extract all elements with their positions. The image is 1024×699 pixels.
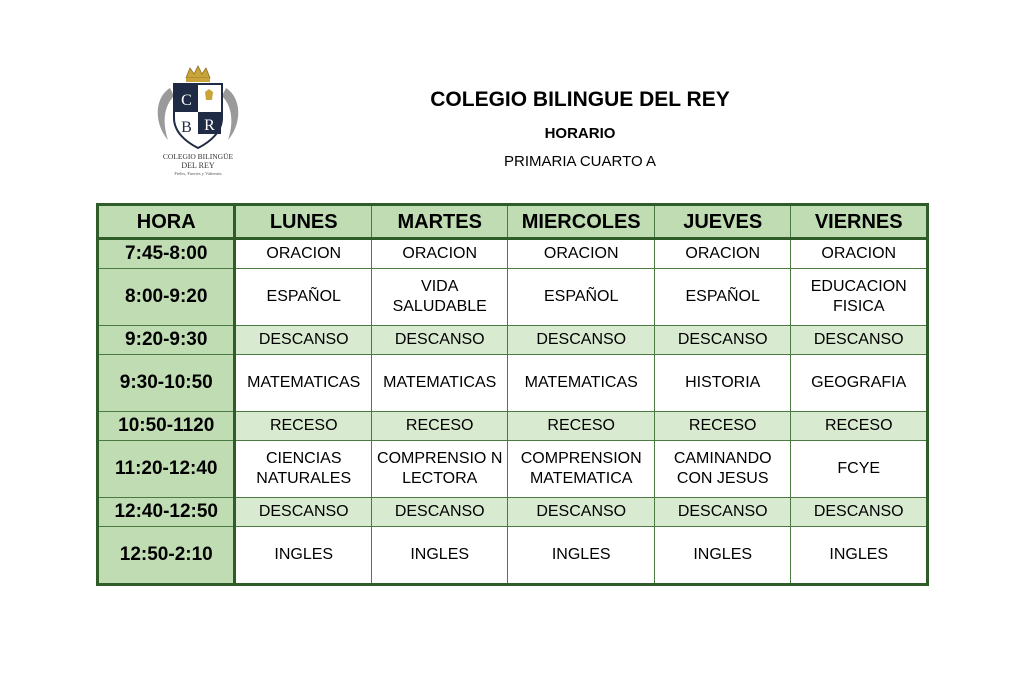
column-header-miercoles: MIERCOLES (508, 205, 655, 239)
schedule-cell: INGLES (508, 527, 655, 585)
schedule-cell: MATEMATICAS (371, 355, 507, 412)
logo-name-line1: COLEGIO BILINGÜE (162, 152, 234, 161)
hour-cell: 12:40-12:50 (98, 498, 235, 527)
schedule-cell: CIENCIAS NATURALES (235, 441, 371, 498)
schedule-cell: MATEMATICAS (508, 355, 655, 412)
schedule-cell: MATEMATICAS (235, 355, 371, 412)
schedule-cell: DESCANSO (508, 326, 655, 355)
table-row (98, 412, 928, 441)
schedule-cell: RECESO (371, 412, 507, 441)
table-row (98, 498, 928, 527)
schedule-cell: DESCANSO (508, 498, 655, 527)
schedule-cell: ESPAÑOL (508, 269, 655, 326)
schedule-cell: ORACION (508, 239, 655, 269)
schedule-header-row (98, 205, 928, 239)
schedule-cell: GEOGRAFIA (791, 355, 928, 412)
hour-cell: 10:50-1120 (98, 412, 235, 441)
column-header-lunes: LUNES (235, 205, 371, 239)
schedule-table (96, 203, 929, 586)
logo-letter-r: R (204, 117, 215, 134)
schedule-cell: RECESO (654, 412, 790, 441)
schedule-cell: COMPRENSIO N LECTORA (371, 441, 507, 498)
schedule-cell: INGLES (235, 527, 371, 585)
document-subtitle: HORARIO (544, 125, 616, 142)
table-row (98, 326, 928, 355)
logo-name-line2: DEL REY (181, 161, 215, 170)
crest-icon (148, 62, 248, 178)
schedule-cell: ORACION (791, 239, 928, 269)
column-header-martes: MARTES (371, 205, 507, 239)
schedule-cell: DESCANSO (371, 498, 507, 527)
hour-cell: 12:50-2:10 (98, 527, 235, 585)
schedule-cell: ORACION (654, 239, 790, 269)
logo-letter-b: B (181, 119, 192, 136)
class-group: PRIMARIA CUARTO A (504, 153, 656, 170)
column-header-hora: HORA (98, 205, 235, 239)
schedule-cell: ESPAÑOL (235, 269, 371, 326)
schedule-cell: COMPRENSION MATEMATICA (508, 441, 655, 498)
schedule-cell: RECESO (235, 412, 371, 441)
hour-cell: 9:20-9:30 (98, 326, 235, 355)
table-row (98, 355, 928, 412)
schedule-cell: ORACION (235, 239, 371, 269)
hour-cell: 11:20-12:40 (98, 441, 235, 498)
hour-cell: 8:00-9:20 (98, 269, 235, 326)
schedule-cell: RECESO (508, 412, 655, 441)
schedule-cell: ESPAÑOL (654, 269, 790, 326)
schedule-cell: DESCANSO (791, 326, 928, 355)
column-header-viernes: VIERNES (791, 205, 928, 239)
schedule-cell: CAMINANDO CON JESUS (654, 441, 790, 498)
schedule-cell: FCYE (791, 441, 928, 498)
schedule-cell: DESCANSO (235, 326, 371, 355)
schedule-cell: DESCANSO (791, 498, 928, 527)
schedule-cell: DESCANSO (371, 326, 507, 355)
logo-letter-c: C (181, 92, 192, 109)
school-logo (148, 62, 248, 178)
schedule-cell: INGLES (654, 527, 790, 585)
table-row (98, 239, 928, 269)
schedule-cell: HISTORIA (654, 355, 790, 412)
logo-motto: Fieles, Fuertes y Valientes (174, 171, 222, 176)
table-row (98, 441, 928, 498)
table-row (98, 527, 928, 585)
schedule-cell: INGLES (791, 527, 928, 585)
schedule-cell: DESCANSO (654, 326, 790, 355)
schedule-cell: RECESO (791, 412, 928, 441)
school-title: COLEGIO BILINGUE DEL REY (430, 88, 730, 111)
schedule-cell: ORACION (371, 239, 507, 269)
hour-cell: 9:30-10:50 (98, 355, 235, 412)
schedule-cell: INGLES (371, 527, 507, 585)
schedule-cell: DESCANSO (235, 498, 371, 527)
table-row (98, 269, 928, 326)
schedule-cell: DESCANSO (654, 498, 790, 527)
schedule-cell: EDUCACION FISICA (791, 269, 928, 326)
column-header-jueves: JUEVES (654, 205, 790, 239)
schedule-cell: VIDA SALUDABLE (371, 269, 507, 326)
hour-cell: 7:45-8:00 (98, 239, 235, 269)
